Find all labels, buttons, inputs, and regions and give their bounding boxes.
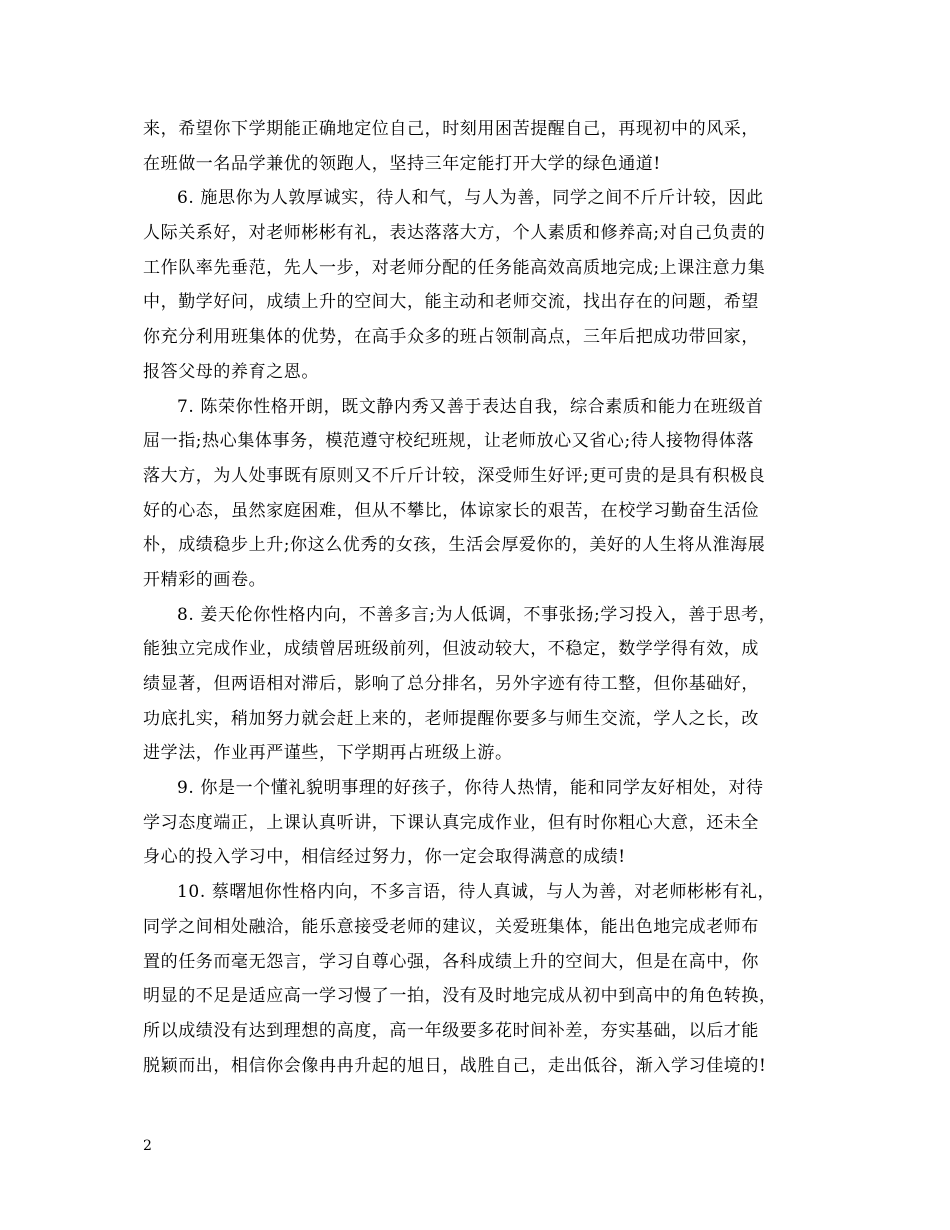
text-line: 工作队率先垂范，先人一步，对老师分配的任务能高效高质地完成;上课注意力集 — [143, 257, 766, 278]
text-line: 身心的投入学习中，相信经过努力，你一定会取得满意的成绩! — [143, 847, 626, 868]
text-line: 所以成绩没有达到理想的高度，高一年级要多花时间补差，夯实基础，以后才能 — [143, 1020, 759, 1041]
paragraph-start-line: 6. 施思你为人敦厚诚实，待人和气，与人为善，同学之间不斤斤计较，因此 — [177, 188, 764, 209]
text-line: 学习态度端正，上课认真听讲，下课认真完成作业，但有时你粗心大意，还未全 — [143, 812, 759, 833]
paragraph-start-line: 8. 姜天伦你性格内向，不善多言;为人低调，不事张扬;学习投入，善于思考， — [177, 604, 777, 625]
text-line: 脱颖而出，相信你会像冉冉升起的旭日，战胜自己，走出低谷，渐入学习佳境的! — [143, 1055, 767, 1076]
text-line: 好的心态，虽然家庭困难，但从不攀比，体谅家长的艰苦，在校学习勤奋生活俭 — [143, 500, 759, 521]
text-line: 在班做一名品学兼优的领跑人，坚持三年定能打开大学的绿色通道! — [143, 153, 661, 174]
text-line: 人际关系好，对老师彬彬有礼，表达落落大方，个人素质和修养高;对自己负责的 — [143, 223, 766, 244]
text-line: 中，勤学好问，成绩上升的空间大，能主动和老师交流，找出存在的问题，希望 — [143, 292, 759, 313]
text-line: 明显的不足是适应高一学习慢了一拍，没有及时地完成从初中到高中的角色转换， — [143, 986, 777, 1007]
text-line: 置的任务而毫无怨言，学习自尊心强，各科成绩上升的空间大，但是在高中，你 — [143, 951, 759, 972]
text-line: 屈一指;热心集体事务，模范遵守校纪班规，让老师放心又省心;待人接物得体落 — [143, 431, 755, 452]
text-line: 朴，成绩稳步上升;你这么优秀的女孩，生活会厚爱你的，美好的人生将从淮海展 — [143, 535, 766, 556]
text-line: 落大方，为人处事既有原则又不斤斤计较，深受师生好评;更可贵的是具有积极良 — [143, 465, 766, 486]
text-line: 你充分利用班集体的优势，在高手众多的班占领制高点，三年后把成功带回家， — [143, 327, 759, 348]
paragraph-start-line: 9. 你是一个懂礼貌明事理的好孩子，你待人热情，能和同学友好相处，对待 — [177, 778, 764, 799]
text-line: 同学之间相处融洽，能乐意接受老师的建议，关爱班集体，能出色地完成老师布 — [143, 916, 759, 937]
text-line: 功底扎实，稍加努力就会赶上来的，老师提醒你要多与师生交流，学人之长，改 — [143, 708, 759, 729]
text-line: 绩显著，但两语相对滞后，影响了总分排名，另外字迹有待工整，但你基础好， — [143, 674, 759, 694]
text-line: 能独立完成作业，成绩曾居班级前列，但波动较大，不稳定，数学学得有效，成 — [143, 639, 759, 660]
document-body — [143, 112, 833, 1083]
paragraph-start-line: 10. 蔡曙旭你性格内向，不多言语，待人真诚，与人为善，对老师彬彬有礼， — [177, 882, 776, 903]
paragraph-start-line: 7. 陈荣你性格开朗，既文静内秀又善于表达自我，综合素质和能力在班级首 — [177, 396, 764, 417]
text-line: 来，希望你下学期能正确地定位自己，时刻用困苦提醒自己，再现初中的风采， — [143, 119, 759, 139]
text-line: 报答父母的养育之恩。 — [143, 361, 319, 382]
text-line: 开精彩的画卷。 — [143, 569, 267, 590]
page-number: 2 — [143, 1138, 152, 1154]
text-line: 进学法，作业再严谨些，下学期再占班级上游。 — [143, 743, 513, 764]
